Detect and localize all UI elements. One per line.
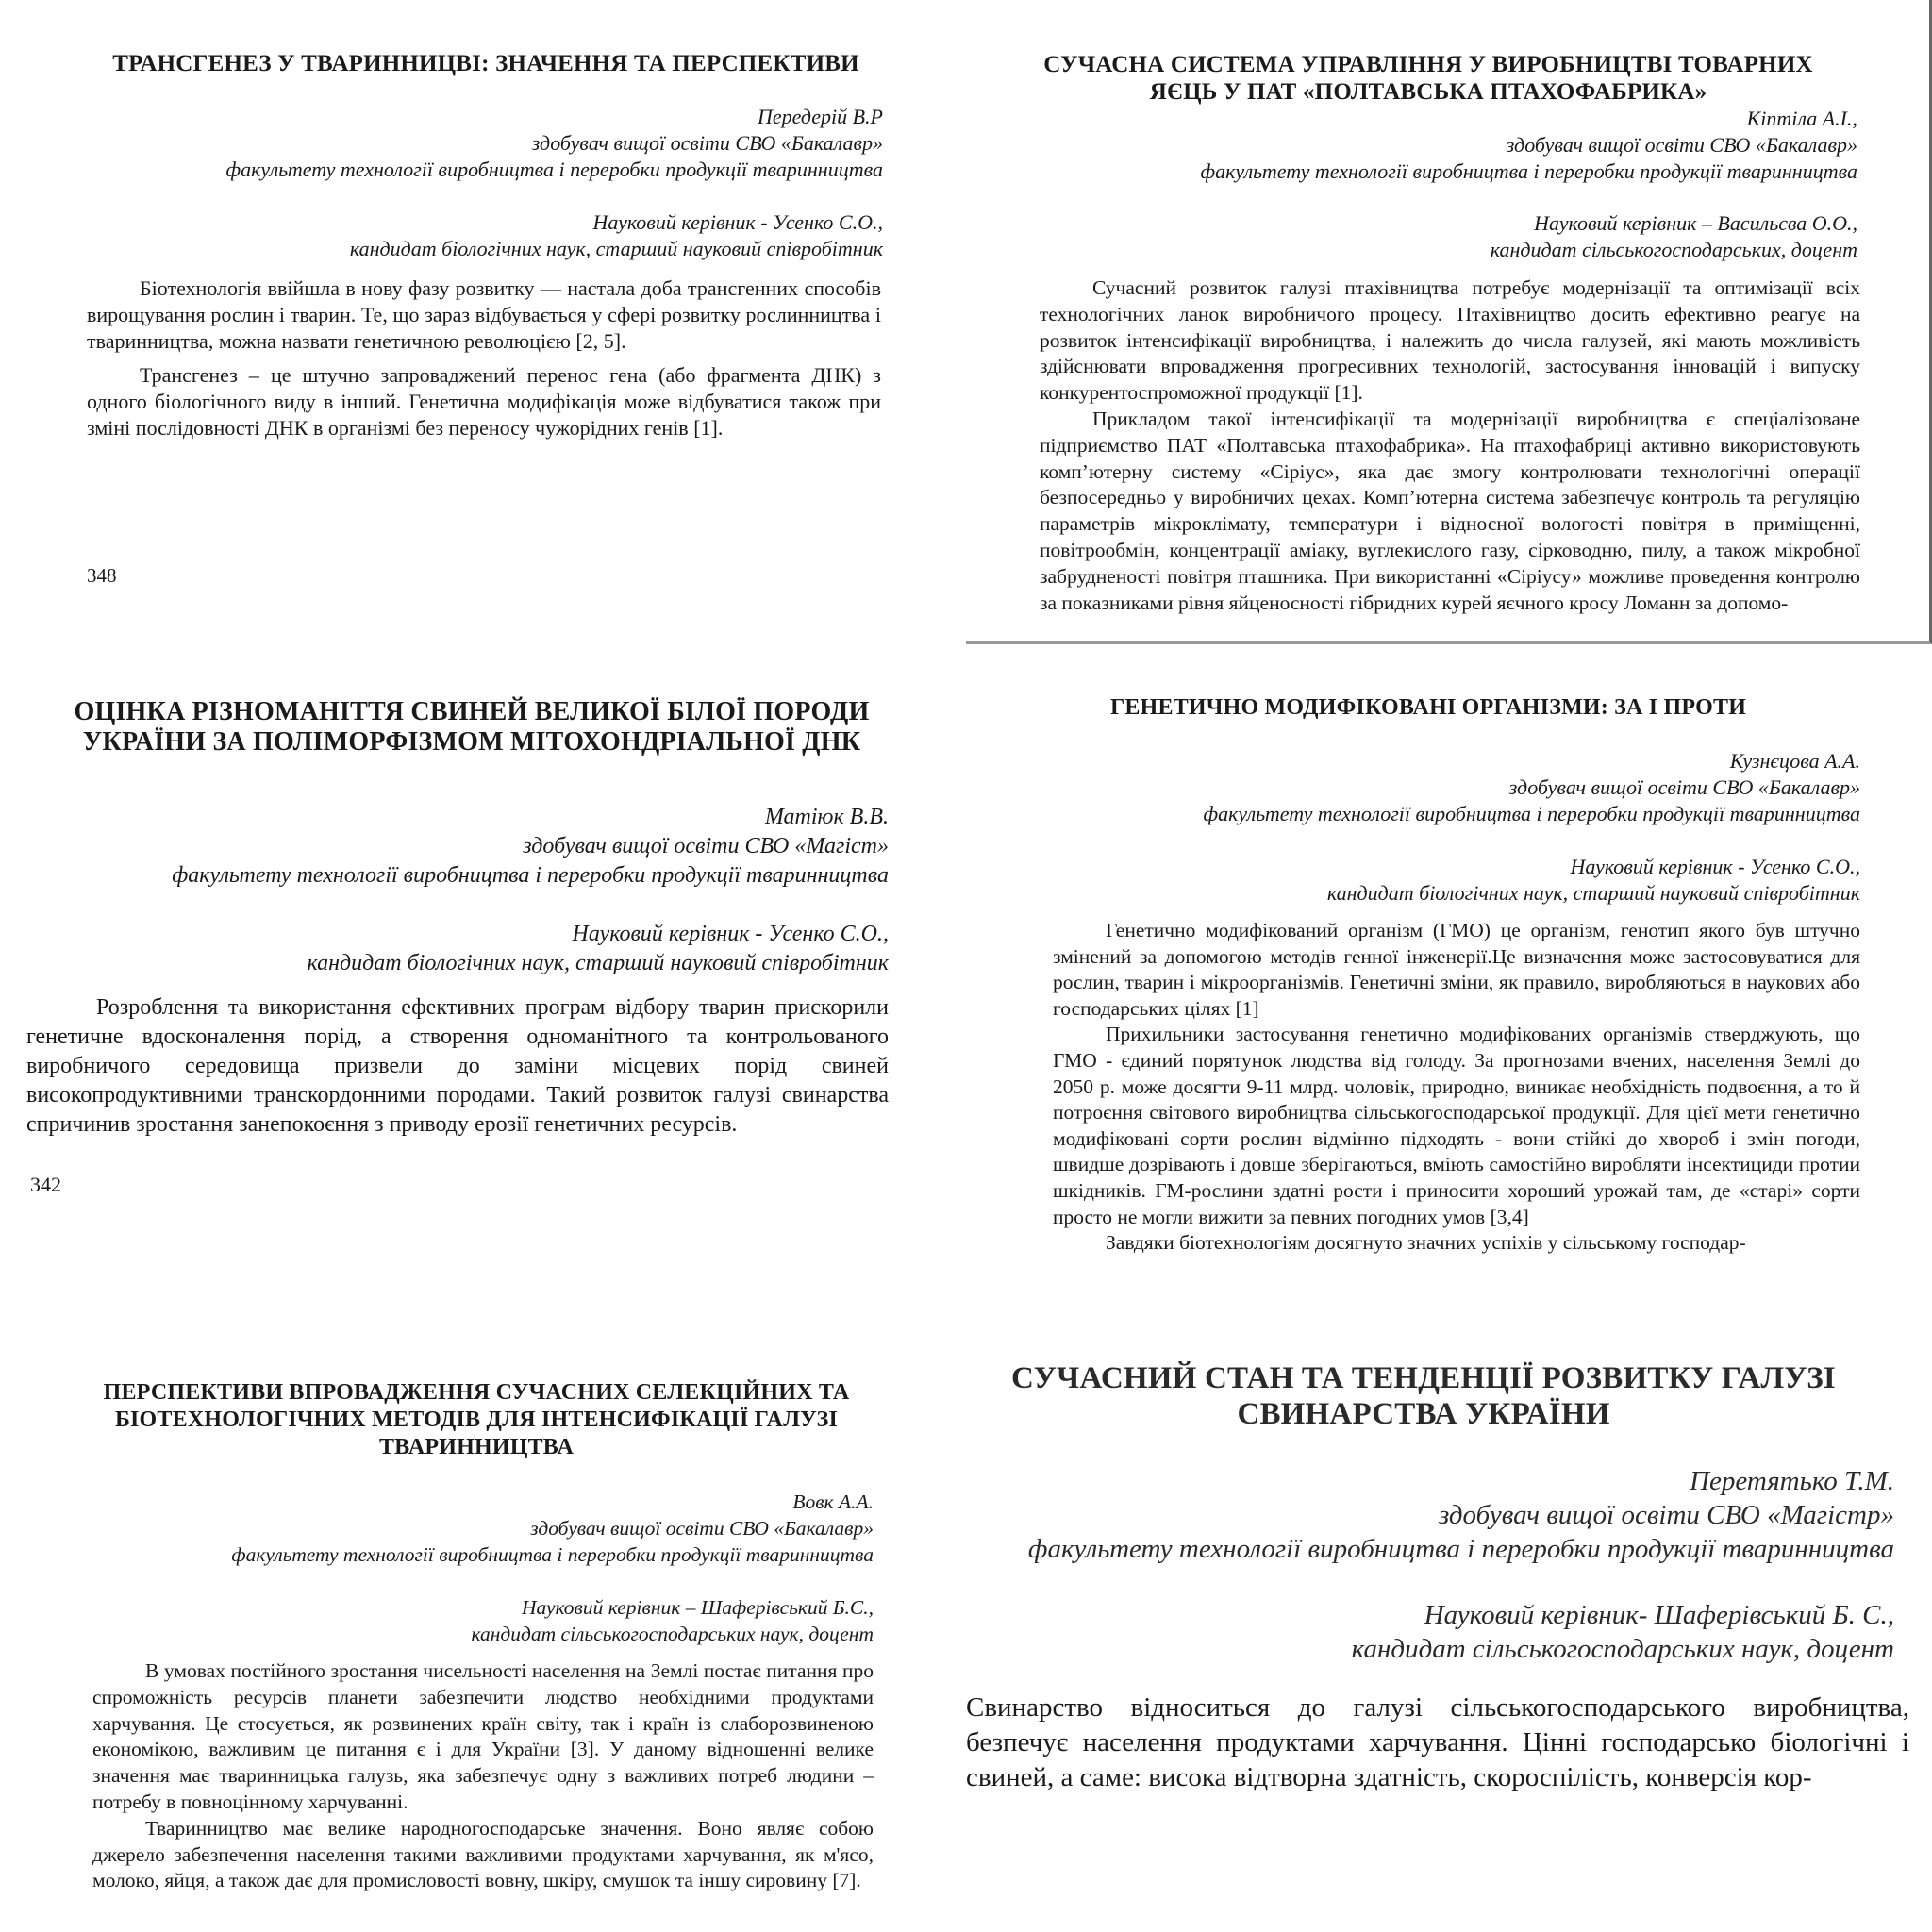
author-status: здобувач вищої освіти СВО «Бакалавр» [531,131,883,155]
supervisor-degree: кандидат сільськогосподарських наук, доцент [1351,1634,1894,1664]
author-name: Передерій В.Р [757,105,883,128]
supervisor-degree: кандидат біологічних наук, старший науковий співробітник [1326,881,1860,905]
paragraph: Трансгенез – це штучно запроваджений перенос гена (або фрагмента ДНК) з одного біологічного виду в інший. Генетична модифікація може відбуватися також при зміні послідовності ДНК в організмі без переносу чужорідних генів [1]. [87,363,881,440]
article-title: ТРАНСГЕНЕЗ У ТВАРИННИЦВІ: ЗНАЧЕННЯ ТА ПЕРСПЕКТИВИ [112,51,859,76]
article-tile-pig-industry [966,1289,1932,1932]
author-name: Кузнєцова А.А. [1729,749,1860,773]
article-body [1040,275,1860,616]
author-faculty: факультету технології виробництва і переробки продукції тваринництва [172,863,889,888]
paragraph: Тваринництво має велике народногосподарське значення. Воно являє собою джерело забезпечення населення такими важливими продуктами харчування, як м'ясо, молоко, яйця, а також дає для промисловості вовну, шкіру, смушок та іншу сировину [7]. [92,1816,874,1892]
author-name: Вовк А.А. [792,1491,874,1513]
supervisor-name: Науковий керівник - Усенко С.О., [1570,855,1860,878]
supervisor-degree: кандидат біологічних наук, старший науковий співробітник [349,237,883,260]
author-name: Перетятько Т.М. [1690,1466,1894,1496]
article-title: ПЕРСПЕКТИВИ ВПРОВАДЖЕННЯ СУЧАСНИХ СЕЛЕКЦІЙНИХ ТА БІОТЕХНОЛОГІЧНИХ МЕТОДІВ ДЛЯ ІНТЕНСИФІКАЦІЇ ГАЛУЗІ ТВАРИННИЦТВА [103,1380,850,1459]
article-title: СУЧАСНА СИСТЕМА УПРАВЛІННЯ У ВИРОБНИЦТВІ ТОВАРНИХ ЯЄЦЬ У ПАТ «ПОЛТАВСЬКА ПТАХОФАБРИКА» [1043,52,1813,105]
author-faculty: факультету технології виробництва і переробки продукції тваринництва [1200,159,1857,183]
author-faculty: факультету технології виробництва і переробки продукції тваринництва [1027,1534,1894,1564]
paragraph: Завдяки біотехнологіям досягнуто значних успіхів у сільському господар- [1106,1231,1746,1255]
supervisor-degree: кандидат біологічних наук, старший науковий співробітник [307,951,889,975]
author-faculty: факультету технології виробництва і переробки продукції тваринництва [225,158,883,181]
author-status: здобувач вищої освіти СВО «Бакалавр» [1506,133,1857,157]
article-tile-pig-diversity [0,644,966,1289]
article-title: ОЦІНКА РІЗНОМАНІТТЯ СВИНЕЙ ВЕЛИКОЇ БІЛОЇ ПОРОДИ УКРАЇНИ ЗА ПОЛІМОРФІЗМОМ МІТОХОНДРІАЛЬНОЇ ДНК [74,697,870,757]
article-title: СУЧАСНИЙ СТАН ТА ТЕНДЕНЦІЇ РОЗВИТКУ ГАЛУЗІ СВИНАРСТВА УКРАЇНИ [1011,1361,1836,1431]
article-tile-breeding-methods [0,1289,966,1932]
author-status: здобувач вищої освіти СВО «Бакалавр» [530,1517,874,1540]
author-name: Матіюк В.В. [764,805,889,829]
article-body [87,275,881,449]
author-faculty: факультету технології виробництва і переробки продукції тваринництва [1203,802,1860,825]
page-number: 342 [30,1173,61,1196]
paragraph: Розроблення та використання ефективних програм відбору тварин прискорили генетичне вдосконалення порід, а створення одноманітного та контрольованого виробничого середовища призвели до заміни місцевих порід свиней високопродуктивними транскордонними породами. Такий розвиток галузі свинарства спричинив зростання занепокоєння з приводу ерозії генетичних ресурсів. [26,995,889,1137]
article-title: ГЕНЕТИЧНО МОДИФІКОВАНІ ОРГАНІЗМИ: ЗА І ПРОТИ [1109,695,1747,720]
paragraph: Прикладом такої інтенсифікації та модернізації виробництва є спеціалізоване підприємство ПАТ «Полтавська птахофабрика». На птахофабриці активно використовують комп’ютерну систему «Сіріус», яка дає змогу контролювати технологічні операції безпосередньо у виробничих цехах. Комп’ютерна система забезпечує контроль та регуляцію параметрів мікроклімату, температури і відносної вологості повітря в приміщенні, повітрообмін, концентрації аміаку, вуглекислого газу, сірководню, пилу, а також мікробної забрудненості повітря пташника. При використанні «Сіріусу» можливе проведення контролю за показниками рівня яйценосності гібридних курей яєчного кросу Ломанн за допомо- [1040,407,1860,614]
author-status: здобувач вищої освіти СВО «Магіст» [523,834,889,858]
paragraph: В умовах постійного зростання чисельності населення на Землі постає питання про спроможність ресурсів планети забезпечити людство необхідними продуктами харчування. Це стосується, як розвинених країн світу, так і країн із слаборозвиненою економікою, важливим це питання є і для України [3]. У даному відношенні велике значення має тваринницька галузь, яка забезпечує одну з важливих потреб людини – потребу в повноцінному харчуванні. [92,1659,874,1813]
paragraph: Біотехнологія ввійшла в нову фазу розвитку — настала доба трансгенних способів вирощування рослин і тварин. Те, що зараз відбувається у сфері розвитку рослинництва і тваринництва, можна назвати генетичною революцією [2, 5]. [87,276,881,353]
article-tile-gmo [966,644,1932,1289]
supervisor-name: Науковий керівник – Васильєва О.О., [1534,211,1857,235]
author-name: Кіптіла А.І., [1746,107,1857,130]
paragraph: Прихильники застосування генетично модифікованих організмів стверджують, що ГМО - єдиний порятунок людства від голоду. За прогнозами вчених, населення Землі до 2050 р. може досягти 9-11 млрд. чоловік, природно, виникає необхідність подвоєння, а то й потроєння світового виробництва сільськогосподарської продукції. Для цієї мети генетично модифіковані сорти рослин відмінно підходять - вони стійкі до хвороб і змін погоди, швидше дозрівають і довше зберігаються, вміють самостійно виробляти інсектициди протии шкідників. ГМ-рослини здатні рости і приносити хороший урожай там, де «старі» сорти просто не могли вижити за певних погодних умов [3,4] [1053,1023,1860,1228]
supervisor-name: Науковий керівник- Шаферівський Б. С., [1424,1600,1894,1630]
paragraph: Свинарство відноситься до галузі сільськогосподарського виробництва, безпечує населення продуктами харчування. Цінні господарсько біологічні і свиней, а саме: висока відтворна здатність, скороспілість, конверсія кор- [966,1692,1909,1792]
supervisor-degree: кандидат сільськогосподарських, доцент [1490,238,1857,261]
article-tile-egg-production [966,0,1932,644]
supervisor-degree: кандидат сільськогосподарських наук, доцент [471,1623,874,1645]
article-body [92,1658,874,1894]
article-tile-transgenesis [0,0,966,644]
author-faculty: факультету технології виробництва і переробки продукції тваринництва [231,1543,874,1566]
supervisor-name: Науковий керівник - Усенко С.О., [572,922,889,946]
article-body [26,993,889,1140]
supervisor-name: Науковий керівник - Усенко С.О., [592,210,883,234]
article-body [1053,918,1860,1257]
supervisor-name: Науковий керівник – Шаферівський Б.С., [522,1596,874,1619]
paragraph: Сучасний розвиток галузі птахівництва потребує модернізації та оптимізації всіх технологічних ланок виробничого процесу. Птахівництво досить ефективно реагує на розвиток інтенсифікації виробництва, і належить до числа галузей, які мають можливість здійснювати впровадження прогресивних технологій, застосування інновацій і випуску конкурентоспроможної продукції [1]. [1040,276,1860,405]
paragraph: Генетично модифікований організм (ГМО) це організм, генотип якого був штучно змінений за допомогою методів генної інженерії.Це визначення може застосовуватися для рослин, тварин і мікроорганізмів. Генетичні зміни, як правило, виробляються в наукових або господарських цілях [1] [1053,919,1860,1020]
author-status: здобувач вищої освіти СВО «Бакалавр» [1508,775,1860,799]
page-number: 348 [87,564,117,587]
article-body [966,1690,1909,1795]
author-status: здобувач вищої освіти СВО «Магістр» [1438,1500,1894,1530]
